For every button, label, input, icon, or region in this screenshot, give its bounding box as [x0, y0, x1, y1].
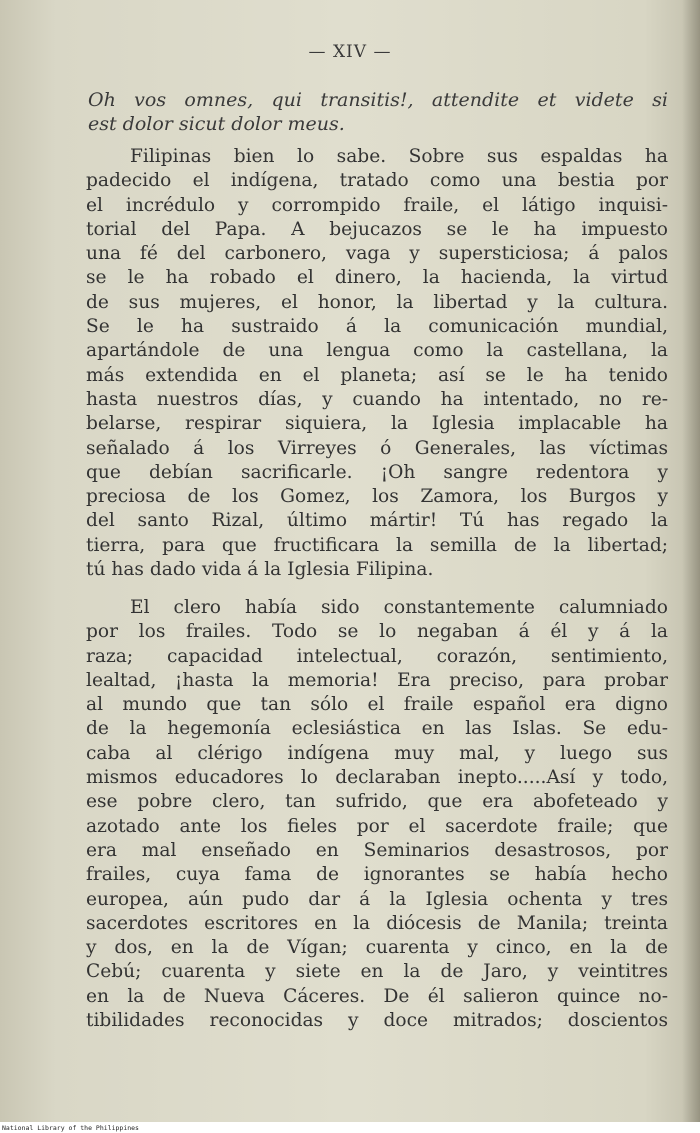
text-line: al mundo que tan sólo el fraile español era digno: [86, 694, 668, 716]
text-line: Cebú; cuarenta y siete en la de Jaro, y veintitres: [86, 961, 668, 983]
text-line: de sus mujeres, el honor, la libertad y la cultura.: [86, 291, 668, 313]
text-line: Se le ha sustraido á la comunicación mundial,: [86, 316, 668, 338]
text-line: europea, aún pudo dar á la Iglesia ochenta y tres: [86, 888, 668, 910]
paragraph-clero: [86, 596, 668, 1033]
text-line: padecido el indígena, tratado como una bestia por: [86, 170, 668, 192]
text-line: mismos educadores lo declaraban inepto.....Así y todo,: [86, 767, 668, 789]
text-line: El clero había sido constantemente calumniado: [130, 597, 668, 618]
text-line: del santo Rizal, último mártir! Tú has regado la: [86, 510, 668, 532]
text-line: en la de Nueva Cáceres. De él salieron quince no-: [86, 985, 668, 1007]
text-line: y dos, en la de Vígan; cuarenta y cinco, en la de: [86, 937, 668, 959]
text-line: por los frailes. Todo se lo negaban á él y á la: [86, 621, 668, 643]
text-line: preciosa de los Gomez, los Zamora, los Burgos y: [86, 486, 668, 508]
text-line: azotado ante los fieles por el sacerdote fraile; que: [86, 815, 668, 837]
latin-epigraph: [88, 88, 668, 136]
text-line: tú has dado vida á la Iglesia Filipina.: [86, 559, 434, 581]
text-line: se le ha robado el dinero, la hacienda, la virtud: [86, 267, 668, 289]
text-line: hasta nuestros días, y cuando ha intentado, no re-: [86, 388, 668, 410]
text-line: más extendida en el planeta; así se le ha tenido: [86, 364, 668, 386]
text-line: señalado á los Virreyes ó Generales, las víctimas: [86, 437, 668, 459]
text-line: lealtad, ¡hasta la memoria! Era preciso, para probar: [86, 669, 668, 691]
text-line: sacerdotes escritores en la diócesis de Manila; treinta: [86, 912, 668, 934]
text-line: apartándole de una lengua como la castellana, la: [86, 340, 668, 362]
text-line: Filipinas bien lo sabe. Sobre sus espaldas ha: [130, 146, 668, 167]
epigraph-line: Oh vos omnes, qui transitis!, attendite et videte si: [88, 89, 668, 111]
text-line: que debían sacrificarle. ¡Oh sangre redentora y: [86, 461, 668, 483]
text-line: torial del Papa. A bejucazos se le ha impuesto: [86, 218, 668, 240]
page-number-header: — XIV —: [308, 42, 392, 62]
text-line: caba al clérigo indígena muy mal, y luego sus: [86, 742, 668, 764]
library-credit: National Library of the Philippines: [2, 1124, 139, 1132]
text-line: raza; capacidad intelectual, corazón, sentimiento,: [86, 645, 668, 667]
text-line: tierra, para que fructificara la semilla de la libertad;: [86, 534, 668, 556]
text-line: el incrédulo y corrompido fraile, el látigo inquisi-: [86, 194, 668, 216]
text-line: de la hegemonía eclesiástica en las Islas. Se edu-: [86, 718, 668, 740]
text-line: tibilidades reconocidas y doce mitrados; doscientos: [86, 1010, 668, 1032]
paragraph-filipinas: [86, 145, 668, 582]
text-line: era mal enseñado en Seminarios desastrosos, por: [86, 839, 668, 861]
text-line: una fé del carbonero, vaga y supersticiosa; á palos: [86, 243, 668, 265]
epigraph-line: est dolor sicut dolor meus.: [88, 113, 345, 135]
text-line: frailes, cuya fama de ignorantes se había hecho: [86, 864, 668, 886]
text-line: ese pobre clero, tan sufrido, que era abofeteado y: [86, 791, 668, 813]
text-line: belarse, respirar siquiera, la Iglesia implacable ha: [86, 413, 668, 435]
